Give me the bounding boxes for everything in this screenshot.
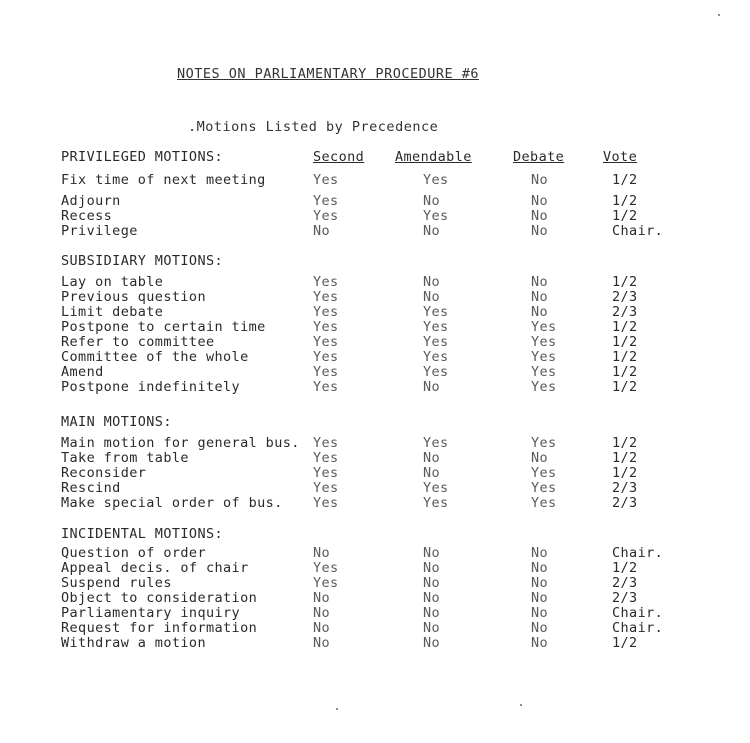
second-cell: No: [313, 620, 331, 636]
second-cell: No: [313, 545, 331, 561]
paper-speck: [718, 14, 720, 16]
debate-cell: No: [531, 450, 549, 466]
second-cell: Yes: [313, 304, 339, 320]
vote-cell: 1/2: [612, 274, 638, 290]
second-cell: Yes: [313, 349, 339, 365]
amendable-cell: No: [423, 465, 441, 481]
second-cell: Yes: [313, 560, 339, 576]
motion-name: Adjourn: [61, 193, 121, 209]
second-cell: No: [313, 223, 331, 239]
amendable-cell: No: [423, 379, 441, 395]
amendable-cell: No: [423, 193, 441, 209]
second-cell: Yes: [313, 334, 339, 350]
motion-name: Postpone to certain time: [61, 319, 266, 335]
debate-cell: No: [531, 605, 549, 621]
vote-cell: 1/2: [612, 465, 638, 481]
debate-cell: Yes: [531, 349, 557, 365]
debate-cell: Yes: [531, 334, 557, 350]
motion-name: Postpone indefinitely: [61, 379, 241, 395]
debate-cell: No: [531, 223, 549, 239]
page-title: NOTES ON PARLIAMENTARY PROCEDURE #6: [177, 66, 479, 82]
vote-cell: 1/2: [612, 450, 638, 466]
amendable-cell: Yes: [423, 495, 449, 511]
vote-cell: 1/2: [612, 208, 638, 224]
debate-cell: No: [531, 274, 549, 290]
debate-cell: No: [531, 560, 549, 576]
debate-cell: Yes: [531, 435, 557, 451]
vote-cell: Chair.: [612, 605, 664, 621]
motion-name: Main motion for general bus.: [61, 435, 300, 451]
vote-cell: Chair.: [612, 620, 664, 636]
second-cell: Yes: [313, 208, 339, 224]
vote-cell: 1/2: [612, 193, 638, 209]
amendable-cell: Yes: [423, 349, 449, 365]
debate-cell: No: [531, 289, 549, 305]
second-cell: No: [313, 635, 331, 651]
debate-cell: Yes: [531, 465, 557, 481]
second-cell: Yes: [313, 379, 339, 395]
section-heading-label: MAIN MOTIONS:: [61, 414, 172, 430]
amendable-cell: Yes: [423, 334, 449, 350]
motion-name: Amend: [61, 364, 104, 380]
column-header-second: Second: [313, 149, 365, 165]
debate-cell: No: [531, 620, 549, 636]
motion-name: Reconsider: [61, 465, 147, 481]
second-cell: Yes: [313, 274, 339, 290]
vote-cell: 1/2: [612, 635, 638, 651]
second-cell: No: [313, 590, 331, 606]
amendable-cell: Yes: [423, 304, 449, 320]
paper-speck: [336, 708, 338, 710]
amendable-cell: No: [423, 575, 441, 591]
motion-name: Committee of the whole: [61, 349, 249, 365]
motion-name: Rescind: [61, 480, 121, 496]
amendable-cell: Yes: [423, 435, 449, 451]
amendable-cell: No: [423, 605, 441, 621]
debate-cell: No: [531, 590, 549, 606]
vote-cell: 2/3: [612, 590, 638, 606]
section-heading-label: PRIVILEGED MOTIONS:: [61, 149, 224, 165]
debate-cell: No: [531, 172, 549, 188]
vote-cell: 2/3: [612, 480, 638, 496]
second-cell: Yes: [313, 575, 339, 591]
section-heading-label: SUBSIDIARY MOTIONS:: [61, 253, 224, 269]
vote-cell: 2/3: [612, 304, 638, 320]
vote-cell: 1/2: [612, 560, 638, 576]
amendable-cell: No: [423, 560, 441, 576]
amendable-cell: Yes: [423, 364, 449, 380]
motion-name: Parliamentary inquiry: [61, 605, 241, 621]
motion-name: Request for information: [61, 620, 258, 636]
motion-name: Object to consideration: [61, 590, 258, 606]
motion-name: Privilege: [61, 223, 138, 239]
amendable-cell: No: [423, 590, 441, 606]
second-cell: Yes: [313, 480, 339, 496]
amendable-cell: No: [423, 620, 441, 636]
second-cell: Yes: [313, 289, 339, 305]
motion-name: Suspend rules: [61, 575, 172, 591]
motion-name: Make special order of bus.: [61, 495, 283, 511]
second-cell: Yes: [313, 319, 339, 335]
debate-cell: Yes: [531, 495, 557, 511]
debate-cell: No: [531, 545, 549, 561]
motion-name: Appeal decis. of chair: [61, 560, 249, 576]
motion-name: Recess: [61, 208, 113, 224]
amendable-cell: Yes: [423, 172, 449, 188]
vote-cell: Chair.: [612, 545, 664, 561]
amendable-cell: No: [423, 450, 441, 466]
debate-cell: Yes: [531, 480, 557, 496]
amendable-cell: Yes: [423, 208, 449, 224]
second-cell: Yes: [313, 172, 339, 188]
second-cell: Yes: [313, 193, 339, 209]
column-header-debate: Debate: [513, 149, 565, 165]
page-subtitle: .Motions Listed by Precedence: [188, 119, 439, 135]
second-cell: Yes: [313, 465, 339, 481]
motion-name: Fix time of next meeting: [61, 172, 266, 188]
paper-speck: [520, 704, 522, 706]
motion-name: Lay on table: [61, 274, 164, 290]
amendable-cell: No: [423, 289, 441, 305]
debate-cell: No: [531, 304, 549, 320]
amendable-cell: No: [423, 635, 441, 651]
vote-cell: 1/2: [612, 172, 638, 188]
motion-name: Previous question: [61, 289, 206, 305]
debate-cell: No: [531, 208, 549, 224]
second-cell: Yes: [313, 495, 339, 511]
amendable-cell: No: [423, 223, 441, 239]
vote-cell: 1/2: [612, 364, 638, 380]
amendable-cell: Yes: [423, 319, 449, 335]
vote-cell: 1/2: [612, 379, 638, 395]
debate-cell: Yes: [531, 364, 557, 380]
debate-cell: Yes: [531, 319, 557, 335]
debate-cell: Yes: [531, 379, 557, 395]
second-cell: Yes: [313, 450, 339, 466]
motion-name: Limit debate: [61, 304, 164, 320]
amendable-cell: No: [423, 545, 441, 561]
amendable-cell: No: [423, 274, 441, 290]
section-heading-label: INCIDENTAL MOTIONS:: [61, 526, 224, 542]
vote-cell: 2/3: [612, 495, 638, 511]
motion-name: Question of order: [61, 545, 206, 561]
amendable-cell: Yes: [423, 480, 449, 496]
column-header-vote: Vote: [603, 149, 638, 165]
motion-name: Refer to committee: [61, 334, 215, 350]
vote-cell: 2/3: [612, 575, 638, 591]
vote-cell: 1/2: [612, 319, 638, 335]
second-cell: No: [313, 605, 331, 621]
column-header-amendable: Amendable: [395, 149, 472, 165]
debate-cell: No: [531, 193, 549, 209]
vote-cell: 1/2: [612, 435, 638, 451]
debate-cell: No: [531, 575, 549, 591]
vote-cell: 1/2: [612, 349, 638, 365]
second-cell: Yes: [313, 364, 339, 380]
motion-name: Take from table: [61, 450, 189, 466]
second-cell: Yes: [313, 435, 339, 451]
motion-name: Withdraw a motion: [61, 635, 206, 651]
debate-cell: No: [531, 635, 549, 651]
vote-cell: 2/3: [612, 289, 638, 305]
vote-cell: 1/2: [612, 334, 638, 350]
vote-cell: Chair.: [612, 223, 664, 239]
